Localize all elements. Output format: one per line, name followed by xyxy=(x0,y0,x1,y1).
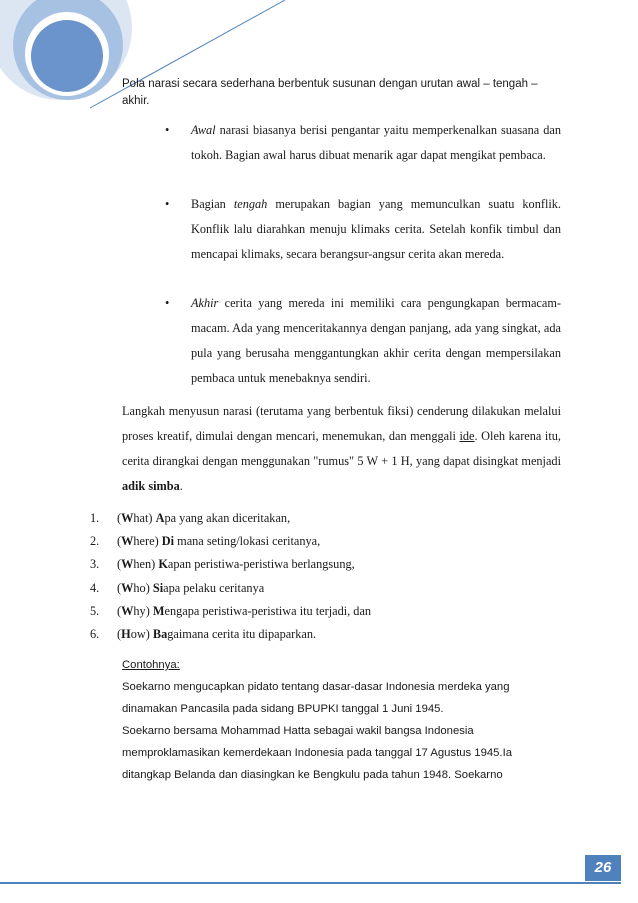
bullet-text-before: Bagian xyxy=(191,197,234,211)
core-circle-shape xyxy=(31,20,103,92)
open-paren: ( xyxy=(117,580,122,595)
open-paren: ( xyxy=(117,557,122,572)
open-paren: ( xyxy=(117,627,122,642)
narrative-parts-list xyxy=(157,118,561,415)
list-item xyxy=(157,291,561,391)
item-text: apan peristiwa-peristiwa berlangsung, xyxy=(167,557,355,572)
item-text: pa yang akan diceritakan, xyxy=(164,511,291,525)
five-w-one-h-list xyxy=(90,507,371,646)
item-number: 2. xyxy=(90,534,100,549)
w-letter: W xyxy=(121,580,134,595)
example-line: memproklamasikan kemerdekaan Indonesia pada tanggal 17 Agustus 1945.Ia xyxy=(122,747,512,759)
paragraph-text: Langkah menyusun narasi (terutama yang berbentuk fiksi) cenderung dilakukan melalui proses kreatif, dimulai dengan mencari, menemukan, dan menggali xyxy=(122,404,561,443)
list-item xyxy=(90,553,371,576)
open-paren: ( xyxy=(117,511,122,525)
key-letters: Si xyxy=(152,580,164,595)
w-rest: here) xyxy=(133,534,162,549)
list-item xyxy=(157,118,561,168)
list-item xyxy=(90,623,371,646)
open-paren: ( xyxy=(117,603,122,618)
bullet-icon: • xyxy=(165,197,170,211)
key-letters: M xyxy=(152,603,165,618)
list-item xyxy=(90,600,371,623)
paragraph-end: . xyxy=(179,479,183,493)
w-letter: W xyxy=(121,511,134,525)
example-section xyxy=(122,654,562,786)
page-number: 26 xyxy=(585,855,621,881)
example-line: Soekarno mengucapkan pidato tentang dasar-dasar Indonesia merdeka yang xyxy=(122,681,510,693)
paragraph-text-cont: . Oleh karena itu, cerita dirangkai dengan menggunakan "rumus" 5 W + 1 H, yang dapat disingkat menjadi xyxy=(122,429,561,468)
list-item xyxy=(90,530,371,553)
bullet-term: Awal xyxy=(191,123,216,137)
w-letter: W xyxy=(121,534,134,549)
list-item xyxy=(90,577,371,600)
w-rest: hat) xyxy=(133,511,156,525)
item-text: mana seting/lokasi ceritanya, xyxy=(174,534,321,549)
item-text: apa pelaku ceritanya xyxy=(163,580,265,595)
ide-word: ide xyxy=(459,429,475,443)
key-letters: K xyxy=(158,557,168,572)
intro-text xyxy=(122,76,542,110)
item-number: 3. xyxy=(90,557,100,572)
bullet-text: merupakan bagian yang memunculkan suatu konflik. Konflik lalu diarahkan menuju klimaks cerita. Setelah konfik timbul dan mencapai klimaks, secara berangsur-angsur cerita akan mereda. xyxy=(191,197,562,261)
example-heading: Contohnya: xyxy=(122,659,180,671)
bullet-term: Akhir xyxy=(191,296,219,310)
w-rest: ho) xyxy=(133,580,153,595)
item-number: 4. xyxy=(90,580,100,595)
w-letter: W xyxy=(121,603,134,618)
item-number: 5. xyxy=(90,603,100,618)
bullet-text: narasi biasanya berisi pengantar yaitu memperkenalkan suasana dan tokoh. Bagian awal harus dibuat menarik agar dapat mengikat pembaca. xyxy=(191,123,561,162)
bullet-term: tengah xyxy=(233,197,268,211)
adik-simba-term: adik simba xyxy=(122,479,180,493)
w-rest: ow) xyxy=(130,627,153,642)
intro-line-1: Pola narasi secara sederhana berbentuk susunan dengan urutan awal – tengah – xyxy=(122,78,538,90)
item-text: engapa peristiwa-peristiwa itu terjadi, dan xyxy=(164,603,372,618)
key-letters: Di xyxy=(161,534,175,549)
w-rest: hy) xyxy=(133,603,153,618)
w-letter: W xyxy=(121,557,134,572)
key-letters: Ba xyxy=(152,627,168,642)
bullet-icon: • xyxy=(165,123,170,137)
steps-paragraph xyxy=(122,399,561,499)
footer-rule xyxy=(0,882,621,884)
open-paren: ( xyxy=(117,534,122,549)
item-text: gaimana cerita itu dipaparkan. xyxy=(167,627,317,642)
list-item xyxy=(157,192,561,267)
intro-line-2: akhir. xyxy=(122,95,150,107)
w-rest: hen) xyxy=(133,557,159,572)
example-line: Soekarno bersama Mohammad Hatta sebagai wakil bangsa Indonesia xyxy=(122,725,474,737)
example-line: ditangkap Belanda dan diasingkan ke Bengkulu pada tahun 1948. Soekarno xyxy=(122,769,503,781)
w-letter: H xyxy=(121,627,131,642)
key-letters: A xyxy=(155,511,165,525)
list-item xyxy=(90,507,371,530)
item-number: 6. xyxy=(90,627,100,642)
item-number: 1. xyxy=(90,511,100,525)
example-line: dinamakan Pancasila pada sidang BPUPKI tanggal 1 Juni 1945. xyxy=(122,703,444,715)
bullet-text: cerita yang mereda ini memiliki cara pengungkapan bermacam-macam. Ada yang menceritakannya dengan panjang, ada yang singkat, ada pula yang berusaha menggantungkan akhir cerita dengan mempersilakan pembaca untuk menebaknya sendiri. xyxy=(191,296,561,385)
bullet-icon: • xyxy=(165,296,170,310)
